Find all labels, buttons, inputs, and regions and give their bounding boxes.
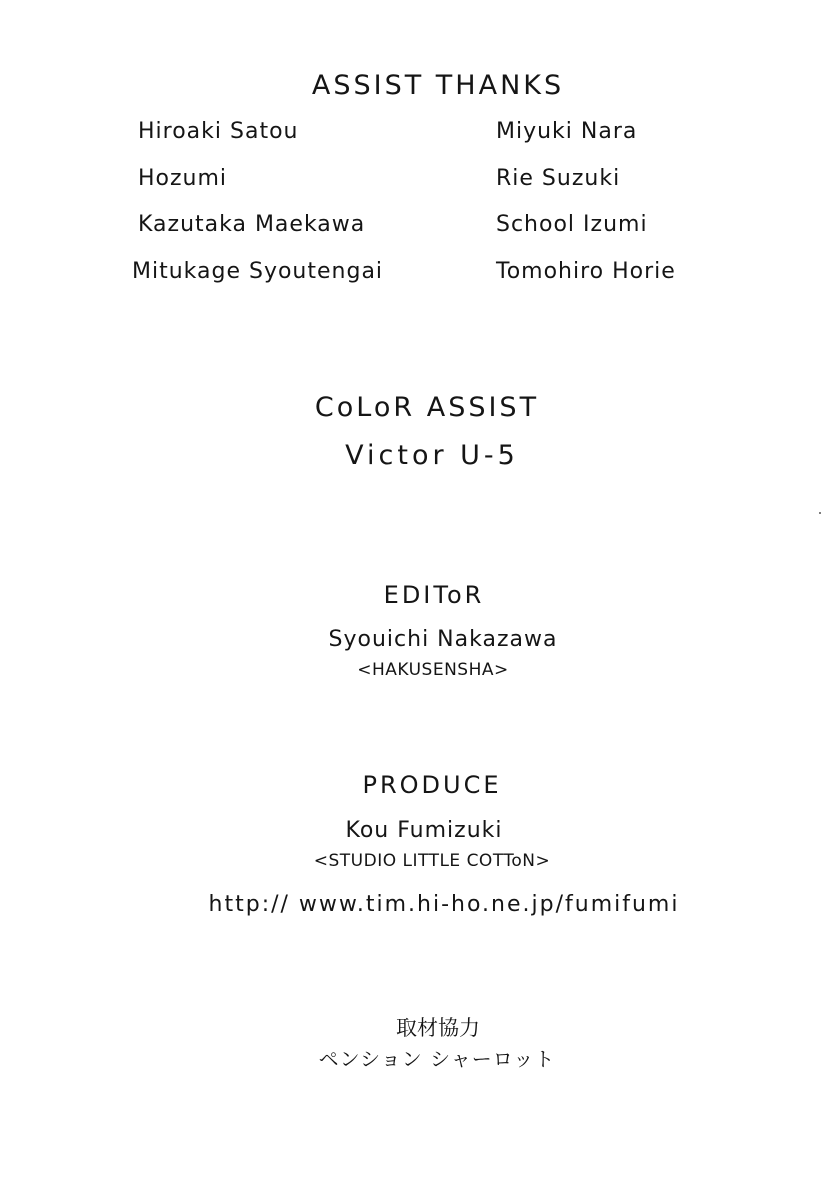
assist-name-kazutaka-maekawa: Kazutaka Maekawa bbox=[138, 212, 366, 237]
editor-heading: EDIToR bbox=[383, 581, 485, 609]
assist-name-tomohiro-horie: Tomohiro Horie bbox=[496, 259, 676, 284]
assist-thanks-heading: ASSIST THANKS bbox=[311, 70, 565, 101]
assist-name-miyuki-nara: Miyuki Nara bbox=[496, 119, 638, 144]
produce-affiliation: <STUDIO LITTLE COTToN> bbox=[313, 851, 551, 871]
research-cooperation-heading: 取材協力 bbox=[396, 1016, 480, 1040]
research-cooperation-name: ペンション シャーロット bbox=[318, 1047, 556, 1071]
color-assist-heading: CoLoR ASSIST bbox=[314, 392, 540, 423]
editor-name: Syouichi Nakazawa bbox=[328, 627, 558, 652]
produce-name: Kou Fumizuki bbox=[345, 818, 503, 843]
assist-name-school-izumi: School Izumi bbox=[496, 212, 648, 237]
assist-name-hiroaki-satou: Hiroaki Satou bbox=[138, 119, 299, 144]
scan-speck bbox=[819, 512, 821, 514]
color-assist-name: Victor U-5 bbox=[345, 440, 519, 471]
editor-affiliation: <HAKUSENSHA> bbox=[357, 660, 509, 680]
assist-name-rie-suzuki: Rie Suzuki bbox=[496, 166, 621, 191]
produce-website-url: http:// www.tim.hi-ho.ne.jp/fumifumi bbox=[208, 892, 680, 917]
assist-name-mitukage-syoutengai: Mitukage Syoutengai bbox=[132, 259, 384, 284]
assist-name-hozumi: Hozumi bbox=[138, 166, 228, 191]
produce-heading: PRODUCE bbox=[362, 771, 502, 799]
